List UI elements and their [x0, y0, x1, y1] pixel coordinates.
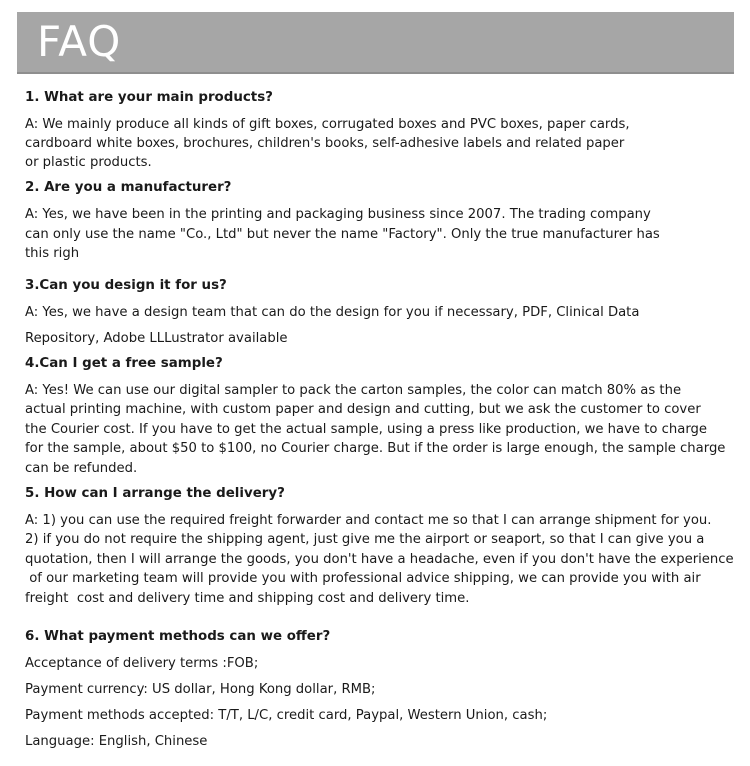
- faq-answer-5-line-4: of our marketing team will provide you with professional advice shipping, we can provide you with air: [25, 571, 701, 586]
- faq-question-1: 1. What are your main products?: [25, 90, 273, 105]
- faq-answer-2-line-1: A: Yes, we have been in the printing and packaging business since 2007. The trading company: [25, 207, 651, 222]
- faq-answer-6-line-2: Payment currency: US dollar, Hong Kong dollar, RMB;: [25, 682, 376, 697]
- faq-question-3: 3.Can you design it for us?: [25, 278, 227, 293]
- faq-answer-1-line-2: cardboard white boxes, brochures, children's books, self-adhesive labels and related paper: [25, 136, 625, 151]
- faq-answer-1-line-1: A: We mainly produce all kinds of gift boxes, corrugated boxes and PVC boxes, paper cards,: [25, 117, 630, 132]
- faq-answer-5-line-2: 2) if you do not require the shipping agent, just give me the airport or seaport, so that I can give you a: [25, 532, 705, 547]
- faq-header-banner: [17, 12, 734, 74]
- faq-answer-5-line-5: freight cost and delivery time and shipping cost and delivery time.: [25, 591, 470, 606]
- faq-answer-4-line-1: A: Yes! We can use our digital sampler to pack the carton samples, the color can match 80% as the: [25, 383, 682, 398]
- faq-answer-6-line-4: Language: English, Chinese: [25, 734, 208, 749]
- faq-answer-3-line-2: Repository, Adobe LLLustrator available: [25, 331, 288, 346]
- faq-question-6: 6. What payment methods can we offer?: [25, 629, 331, 644]
- faq-answer-4-line-5: can be refunded.: [25, 461, 138, 476]
- faq-question-2: 2. Are you a manufacturer?: [25, 180, 232, 195]
- faq-answer-4-line-3: the Courier cost. If you have to get the actual sample, using a press like production, we have to charge: [25, 422, 708, 437]
- faq-question-5: 5. How can I arrange the delivery?: [25, 486, 285, 501]
- faq-answer-3-line-1: A: Yes, we have a design team that can do the design for you if necessary, PDF, Clinical Data: [25, 305, 640, 320]
- faq-answer-2-line-2: can only use the name "Co., Ltd" but never the name "Factory". Only the true manufacturer has: [25, 227, 660, 242]
- faq-answer-6-line-3: Payment methods accepted: T/T, L/C, credit card, Paypal, Western Union, cash;: [25, 708, 548, 723]
- page-title: FAQ: [37, 17, 122, 66]
- faq-answer-4-line-4: for the sample, about $50 to $100, no Courier charge. But if the order is large enough, the sample charge: [25, 441, 726, 456]
- faq-question-4: 4.Can I get a free sample?: [25, 356, 223, 371]
- faq-answer-5-line-3: quotation, then I will arrange the goods, you don't have a headache, even if you don't have the experience: [25, 552, 734, 567]
- faq-answer-1-line-3: or plastic products.: [25, 155, 152, 170]
- faq-answer-5-line-1: A: 1) you can use the required freight forwarder and contact me so that I can arrange shipment for you.: [25, 513, 712, 528]
- faq-answer-2-line-3: this righ: [25, 246, 80, 261]
- faq-answer-6-line-1: Acceptance of delivery terms :FOB;: [25, 656, 259, 671]
- faq-answer-4-line-2: actual printing machine, with custom paper and design and cutting, but we ask the customer to cover: [25, 402, 701, 417]
